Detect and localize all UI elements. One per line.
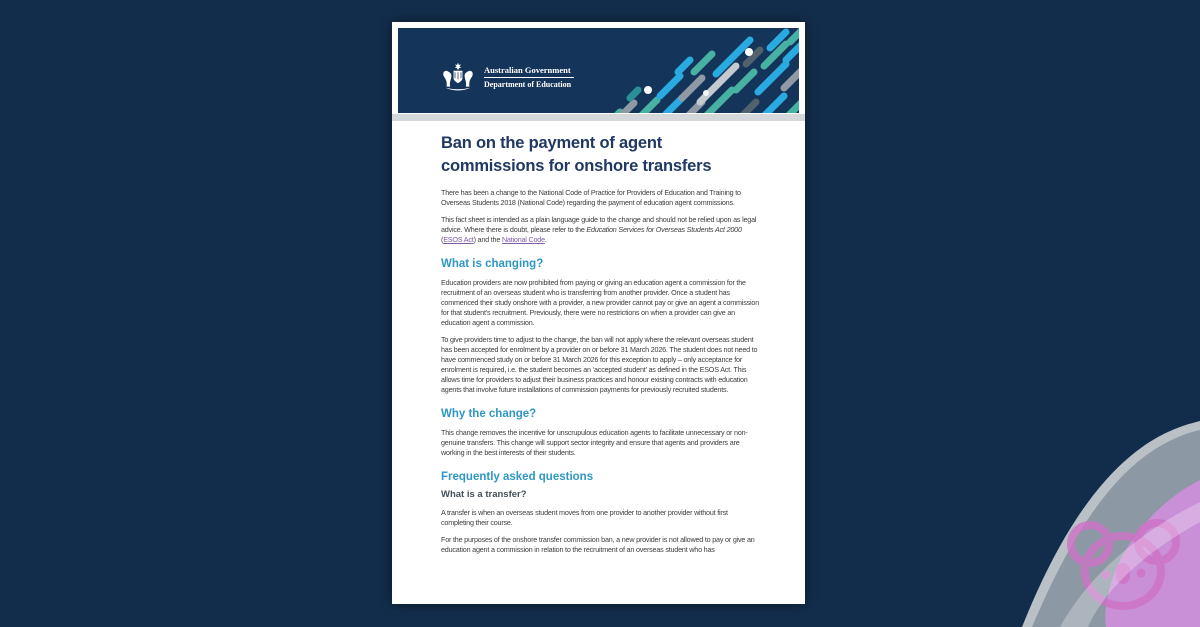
heading-what-is-changing: What is changing?	[441, 258, 544, 270]
faq-paragraph-1: A transfer is when an overseas student moves from one provider to another provider without first completing their course.	[441, 508, 728, 527]
banner-underline-strip	[392, 114, 805, 121]
gov-name: Australian Government	[484, 65, 571, 75]
why-paragraph-1: This change removes the incentive for unscrupulous education agents to facilitate unnecessary or non-genuine transfers. This change will support sector integrity and ensure that agents and providers are working in the best interests of their students.	[441, 428, 748, 457]
department-logo	[440, 58, 574, 96]
document-content	[441, 121, 759, 555]
faq-paragraph-2: For the purposes of the onshore transfer commission ban, a new provider is not allowed to pay or give an education agent a commission in relation to the recruitment of an overseas student who has	[441, 535, 755, 554]
changing-paragraph-1: Education providers are now prohibited from paying or giving an education agent a commission for the recruitment of an overseas student who is transferring from another provider. Once a student has commenced their study onshore with a provider, a new provider cannot pay or give an agent a commission for that student’s recruitment. Previously, there were no restrictions on when a provider can give an education agent a commission.	[441, 278, 759, 327]
banner	[398, 28, 799, 113]
logo-divider	[484, 77, 574, 78]
intro-p2-period: .	[544, 235, 547, 244]
heading-what-is-a-transfer: What is a transfer?	[441, 489, 527, 500]
intro-paragraph-2	[441, 215, 759, 245]
national-code-link[interactable]: National Code	[501, 235, 545, 244]
heading-faq: Frequently asked questions	[441, 471, 594, 483]
page-title-line1: Ban on the payment of agent	[441, 134, 663, 152]
fact-sheet-page	[392, 22, 805, 604]
esos-act-link[interactable]: ESOS Act	[443, 235, 474, 244]
act-name-italic: Education Services for Overseas Students Act 2000	[586, 225, 742, 234]
page-title	[441, 132, 759, 178]
changing-paragraph-2: To give providers time to adjust to the change, the ban will not apply where the relevant overseas student has been accepted for enrolment by a provider on or before 31 March 2026. The student does not need to have commenced study on or before 31 March 2026 for this exception to apply – only acceptance for enrolment is required, i.e. the student becomes an ‘accepted student’ as defined in the ESOS Act. This allows time for providers to adjust their business practices and honour existing contracts with education agents that involve future installations of commission payments for previously recruited students.	[441, 335, 758, 394]
intro-p2-text: This fact sheet is intended as a plain language guide to the change and should not be relied upon as legal advice. Where there is doubt, please refer to the	[441, 215, 757, 234]
intro-p2-paren: (	[441, 235, 444, 244]
page-title-line2: commissions for onshore transfers	[441, 157, 712, 175]
dept-name: Department of Education	[484, 80, 572, 89]
heading-why-the-change: Why the change?	[441, 408, 537, 420]
koala-watermark	[1000, 397, 1200, 627]
intro-paragraph-1: There has been a change to the National Code of Practice for Providers of Education and Training to Overseas Students 2018 (National Code) regarding the payment of education agent commissions.	[441, 188, 741, 207]
australian-coat-of-arms-icon	[440, 58, 476, 96]
intro-p2-and: ) and the	[473, 235, 502, 244]
logo-text	[484, 65, 574, 89]
